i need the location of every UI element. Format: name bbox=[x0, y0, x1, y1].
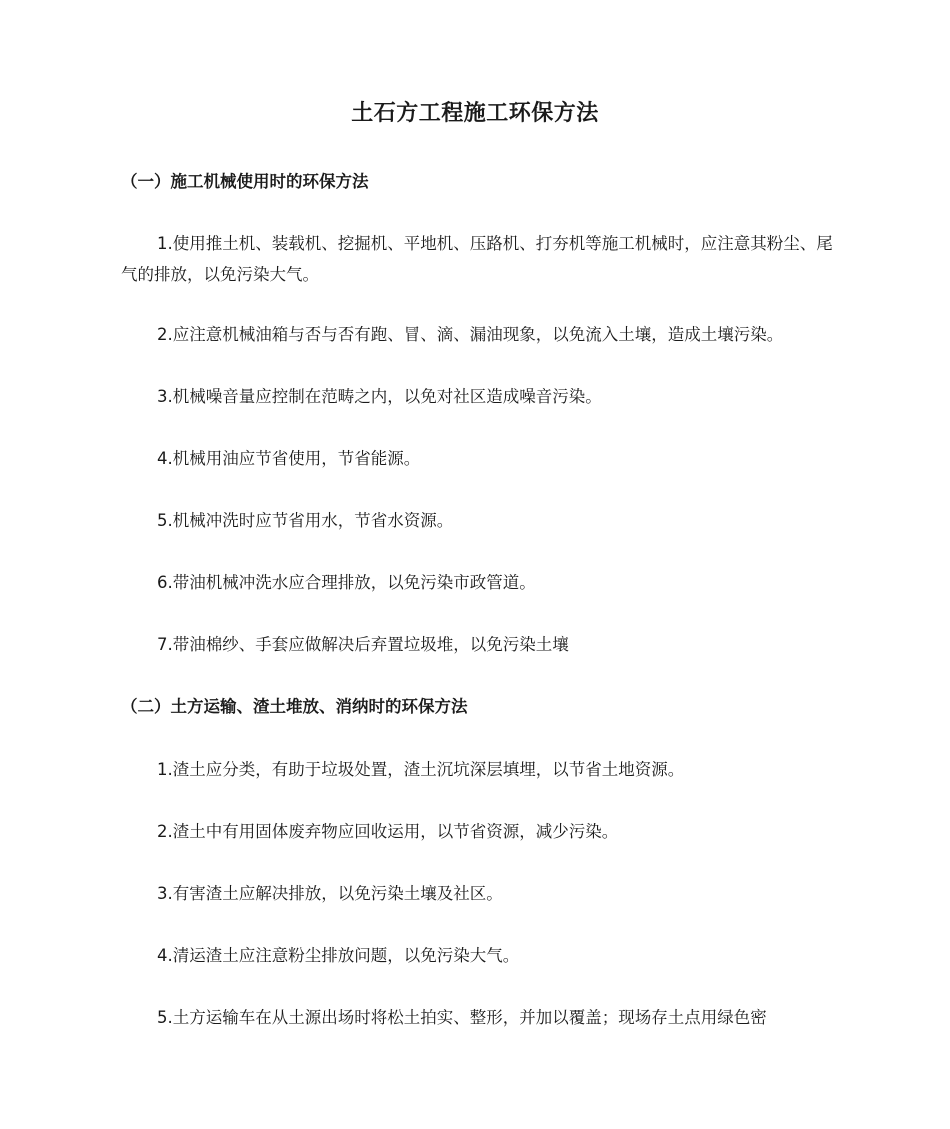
paragraph-1-4: 4.机械用油应节省使用，节省能源。 bbox=[157, 449, 421, 468]
paragraph-2-3: 3.有害渣土应解决排放，以免污染土壤及社区。 bbox=[157, 884, 503, 903]
document-title: 土石方工程施工环保方法 bbox=[351, 101, 599, 126]
paragraph-1-2: 2.应注意机械油箱与否与否有跑、冒、滴、漏油现象，以免流入土壤，造成土壤污染。 bbox=[157, 325, 784, 344]
paragraph-2-4: 4.清运渣土应注意粉尘排放问题，以免污染大气。 bbox=[157, 946, 520, 965]
paragraph-1-3: 3.机械噪音量应控制在范畴之内，以免对社区造成噪音污染。 bbox=[157, 387, 602, 406]
paragraph-2-2: 2.渣土中有用固体废弃物应回收运用，以节省资源，减少污染。 bbox=[157, 822, 619, 841]
paragraph-1-6: 6.带油机械冲洗水应合理排放，以免污染市政管道。 bbox=[157, 573, 536, 592]
section-heading-2: （二）土方运输、渣土堆放、消纳时的环保方法 bbox=[121, 697, 468, 716]
paragraph-1-1: 1.使用推土机、装载机、挖掘机、平地机、压路机、打夯机等施工机械时，应注意其粉尘、尾气的排放，以免污染大气。 bbox=[121, 234, 833, 284]
paragraph-2-1: 1.渣土应分类，有助于垃圾处置，渣土沉坑深层填埋，以节省土地资源。 bbox=[157, 760, 685, 779]
paragraph-1-7: 7.带油棉纱、手套应做解决后弃置垃圾堆，以免污染土壤 bbox=[157, 635, 569, 654]
section-heading-1: （一）施工机械使用时的环保方法 bbox=[121, 172, 369, 191]
paragraph-2-5: 5.土方运输车在从土源出场时将松土拍实、整形，并加以覆盖；现场存土点用绿色密 bbox=[157, 1008, 767, 1027]
paragraph-1-5: 5.机械冲洗时应节省用水，节省水资源。 bbox=[157, 511, 454, 530]
